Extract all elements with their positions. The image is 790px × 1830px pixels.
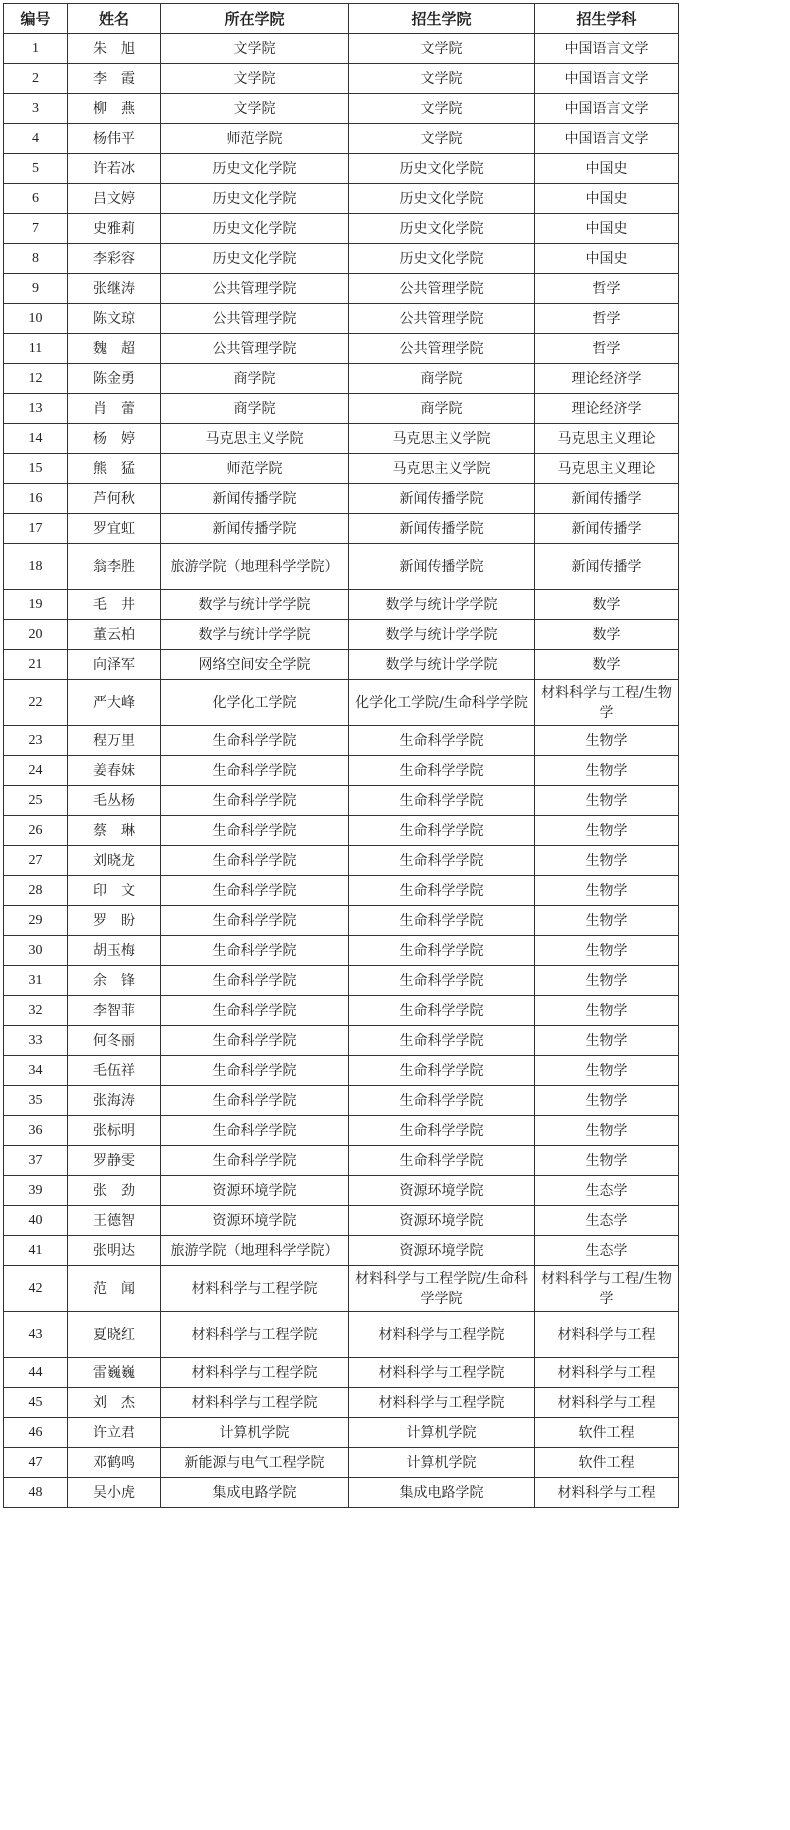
cell-number: 19 [4,590,68,620]
cell-current-college: 生命科学学院 [161,906,349,936]
cell-name: 邓鹤鸣 [68,1448,161,1478]
cell-name: 毛丛杨 [68,786,161,816]
table-row [4,1448,679,1478]
cell-name: 印 文 [68,876,161,906]
cell-number: 7 [4,214,68,244]
cell-number: 47 [4,1448,68,1478]
cell-number: 48 [4,1478,68,1508]
cell-name: 程万里 [68,726,161,756]
cell-current-college: 材料科学与工程学院 [161,1388,349,1418]
cell-admission-college: 材料科学与工程学院 [349,1312,535,1358]
cell-current-college: 商学院 [161,364,349,394]
table-row [4,394,679,424]
cell-number: 6 [4,184,68,214]
cell-number: 14 [4,424,68,454]
cell-admission-discipline: 生态学 [535,1176,679,1206]
cell-number: 34 [4,1056,68,1086]
cell-name: 张海涛 [68,1086,161,1116]
cell-name: 许若冰 [68,154,161,184]
table-row [4,1026,679,1056]
cell-current-college: 历史文化学院 [161,154,349,184]
cell-admission-discipline: 中国语言文学 [535,34,679,64]
cell-name: 范 闻 [68,1266,161,1312]
cell-current-college: 资源环境学院 [161,1206,349,1236]
table-row [4,454,679,484]
cell-admission-college: 生命科学学院 [349,786,535,816]
cell-number: 22 [4,680,68,726]
cell-current-college: 集成电路学院 [161,1478,349,1508]
cell-current-college: 文学院 [161,94,349,124]
cell-current-college: 历史文化学院 [161,214,349,244]
cell-admission-college: 生命科学学院 [349,996,535,1026]
cell-admission-discipline: 生物学 [535,1086,679,1116]
table-row [4,816,679,846]
cell-admission-discipline: 马克思主义理论 [535,424,679,454]
cell-admission-discipline: 数学 [535,650,679,680]
cell-name: 翁李胜 [68,544,161,590]
table-row [4,756,679,786]
staff-table [3,3,679,1508]
cell-admission-college: 历史文化学院 [349,214,535,244]
cell-current-college: 计算机学院 [161,1418,349,1448]
cell-number: 35 [4,1086,68,1116]
cell-admission-discipline: 材料科学与工程 [535,1358,679,1388]
cell-admission-discipline: 生物学 [535,996,679,1026]
cell-current-college: 生命科学学院 [161,966,349,996]
cell-number: 1 [4,34,68,64]
table-row [4,214,679,244]
cell-number: 18 [4,544,68,590]
cell-current-college: 文学院 [161,34,349,64]
header-admission-college: 招生学院 [349,4,535,34]
cell-admission-discipline: 生物学 [535,846,679,876]
cell-number: 32 [4,996,68,1026]
cell-admission-discipline: 哲学 [535,304,679,334]
cell-admission-discipline: 哲学 [535,274,679,304]
cell-admission-discipline: 中国史 [535,214,679,244]
cell-name: 张继涛 [68,274,161,304]
cell-current-college: 生命科学学院 [161,876,349,906]
cell-number: 11 [4,334,68,364]
cell-name: 严大峰 [68,680,161,726]
cell-current-college: 历史文化学院 [161,184,349,214]
cell-admission-college: 生命科学学院 [349,816,535,846]
table-row [4,1418,679,1448]
cell-current-college: 公共管理学院 [161,274,349,304]
table-row [4,996,679,1026]
cell-current-college: 材料科学与工程学院 [161,1358,349,1388]
cell-admission-college: 生命科学学院 [349,1146,535,1176]
cell-name: 毛伍祥 [68,1056,161,1086]
cell-admission-discipline: 数学 [535,590,679,620]
cell-number: 29 [4,906,68,936]
cell-admission-college: 生命科学学院 [349,1056,535,1086]
cell-admission-college: 公共管理学院 [349,304,535,334]
cell-current-college: 生命科学学院 [161,996,349,1026]
cell-admission-discipline: 新闻传播学 [535,544,679,590]
cell-admission-college: 新闻传播学院 [349,544,535,590]
cell-admission-college: 新闻传播学院 [349,514,535,544]
cell-name: 李智菲 [68,996,161,1026]
cell-name: 夏晓红 [68,1312,161,1358]
cell-current-college: 旅游学院（地理科学学院） [161,544,349,590]
table-row [4,1358,679,1388]
cell-number: 33 [4,1026,68,1056]
table-row [4,590,679,620]
cell-number: 3 [4,94,68,124]
cell-number: 46 [4,1418,68,1448]
cell-current-college: 文学院 [161,64,349,94]
cell-admission-discipline: 中国史 [535,184,679,214]
table-row [4,1176,679,1206]
table-row [4,620,679,650]
cell-current-college: 生命科学学院 [161,1146,349,1176]
cell-name: 蔡 琳 [68,816,161,846]
table-row [4,1388,679,1418]
header-admission-discipline: 招生学科 [535,4,679,34]
cell-name: 王德智 [68,1206,161,1236]
cell-name: 陈金勇 [68,364,161,394]
table-row [4,1056,679,1086]
table-row [4,1266,679,1312]
document-page [3,3,678,1508]
cell-number: 16 [4,484,68,514]
cell-current-college: 生命科学学院 [161,726,349,756]
cell-name: 何冬丽 [68,1026,161,1056]
cell-current-college: 师范学院 [161,454,349,484]
cell-current-college: 生命科学学院 [161,846,349,876]
cell-name: 胡玉梅 [68,936,161,966]
cell-number: 30 [4,936,68,966]
cell-number: 39 [4,1176,68,1206]
cell-admission-college: 数学与统计学学院 [349,650,535,680]
cell-admission-college: 历史文化学院 [349,154,535,184]
cell-number: 15 [4,454,68,484]
cell-admission-discipline: 生物学 [535,936,679,966]
cell-current-college: 生命科学学院 [161,1056,349,1086]
cell-name: 刘晓龙 [68,846,161,876]
table-row [4,124,679,154]
cell-admission-discipline: 中国语言文学 [535,124,679,154]
table-row [4,1086,679,1116]
cell-admission-college: 商学院 [349,394,535,424]
cell-admission-discipline: 生物学 [535,726,679,756]
cell-name: 朱 旭 [68,34,161,64]
table-row [4,154,679,184]
table-row [4,786,679,816]
table-row [4,680,679,726]
cell-number: 8 [4,244,68,274]
cell-name: 罗宜虹 [68,514,161,544]
cell-admission-college: 生命科学学院 [349,846,535,876]
cell-number: 5 [4,154,68,184]
cell-current-college: 商学院 [161,394,349,424]
cell-current-college: 生命科学学院 [161,1116,349,1146]
cell-admission-college: 计算机学院 [349,1418,535,1448]
cell-admission-college: 生命科学学院 [349,1026,535,1056]
cell-number: 10 [4,304,68,334]
cell-number: 2 [4,64,68,94]
cell-admission-discipline: 材料科学与工程 [535,1388,679,1418]
cell-number: 20 [4,620,68,650]
table-row [4,650,679,680]
table-row [4,184,679,214]
cell-admission-college: 材料科学与工程学院 [349,1358,535,1388]
cell-current-college: 新闻传播学院 [161,514,349,544]
cell-name: 张明达 [68,1236,161,1266]
table-row [4,726,679,756]
table-row [4,906,679,936]
cell-number: 40 [4,1206,68,1236]
cell-admission-discipline: 生物学 [535,1056,679,1086]
cell-admission-college: 数学与统计学学院 [349,590,535,620]
cell-number: 44 [4,1358,68,1388]
header-name: 姓名 [68,4,161,34]
cell-name: 吕文婷 [68,184,161,214]
cell-name: 向泽军 [68,650,161,680]
cell-admission-college: 材料科学与工程学院/生命科学学院 [349,1266,535,1312]
cell-name: 肖 蕾 [68,394,161,424]
cell-admission-discipline: 生物学 [535,1116,679,1146]
cell-current-college: 生命科学学院 [161,1026,349,1056]
cell-current-college: 数学与统计学学院 [161,620,349,650]
cell-admission-college: 生命科学学院 [349,966,535,996]
cell-number: 9 [4,274,68,304]
cell-name: 杨伟平 [68,124,161,154]
cell-current-college: 材料科学与工程学院 [161,1312,349,1358]
cell-name: 姜春妹 [68,756,161,786]
cell-admission-college: 文学院 [349,64,535,94]
table-row [4,1206,679,1236]
table-row [4,484,679,514]
cell-number: 4 [4,124,68,154]
cell-admission-college: 历史文化学院 [349,244,535,274]
cell-current-college: 材料科学与工程学院 [161,1266,349,1312]
cell-admission-discipline: 中国史 [535,244,679,274]
cell-number: 24 [4,756,68,786]
cell-admission-college: 集成电路学院 [349,1478,535,1508]
cell-name: 史雅莉 [68,214,161,244]
cell-name: 罗 盼 [68,906,161,936]
cell-admission-college: 资源环境学院 [349,1236,535,1266]
cell-admission-discipline: 生态学 [535,1236,679,1266]
cell-current-college: 生命科学学院 [161,936,349,966]
table-header-row [4,4,679,34]
cell-name: 魏 超 [68,334,161,364]
table-row [4,94,679,124]
cell-admission-college: 生命科学学院 [349,876,535,906]
cell-admission-college: 文学院 [349,34,535,64]
cell-admission-college: 马克思主义学院 [349,454,535,484]
cell-admission-college: 商学院 [349,364,535,394]
cell-name: 刘 杰 [68,1388,161,1418]
cell-admission-college: 生命科学学院 [349,1086,535,1116]
cell-name: 熊 猛 [68,454,161,484]
table-row [4,966,679,996]
cell-name: 李彩容 [68,244,161,274]
cell-admission-discipline: 软件工程 [535,1418,679,1448]
cell-current-college: 新能源与电气工程学院 [161,1448,349,1478]
cell-number: 26 [4,816,68,846]
cell-name: 芦何秋 [68,484,161,514]
cell-current-college: 马克思主义学院 [161,424,349,454]
cell-admission-college: 材料科学与工程学院 [349,1388,535,1418]
cell-name: 毛 井 [68,590,161,620]
cell-admission-college: 历史文化学院 [349,184,535,214]
table-row [4,424,679,454]
table-row [4,1146,679,1176]
table-row [4,244,679,274]
cell-admission-discipline: 中国史 [535,154,679,184]
cell-admission-discipline: 材料科学与工程 [535,1312,679,1358]
cell-number: 37 [4,1146,68,1176]
cell-admission-college: 计算机学院 [349,1448,535,1478]
cell-admission-discipline: 材料科学与工程/生物学 [535,680,679,726]
cell-number: 28 [4,876,68,906]
table-row [4,1478,679,1508]
cell-name: 余 锋 [68,966,161,996]
cell-admission-discipline: 新闻传播学 [535,484,679,514]
cell-admission-discipline: 材料科学与工程/生物学 [535,1266,679,1312]
cell-current-college: 新闻传播学院 [161,484,349,514]
cell-admission-discipline: 生物学 [535,816,679,846]
cell-admission-discipline: 马克思主义理论 [535,454,679,484]
cell-admission-college: 公共管理学院 [349,274,535,304]
cell-current-college: 网络空间安全学院 [161,650,349,680]
cell-admission-discipline: 生物学 [535,876,679,906]
cell-current-college: 师范学院 [161,124,349,154]
cell-number: 12 [4,364,68,394]
cell-current-college: 生命科学学院 [161,816,349,846]
cell-admission-discipline: 生物学 [535,966,679,996]
cell-admission-college: 文学院 [349,94,535,124]
cell-current-college: 生命科学学院 [161,786,349,816]
cell-admission-college: 资源环境学院 [349,1176,535,1206]
table-row [4,34,679,64]
table-row [4,1312,679,1358]
cell-admission-college: 生命科学学院 [349,1116,535,1146]
table-row [4,274,679,304]
cell-name: 张 劲 [68,1176,161,1206]
cell-name: 雷巍巍 [68,1358,161,1388]
cell-admission-discipline: 生物学 [535,906,679,936]
cell-current-college: 化学化工学院 [161,680,349,726]
cell-current-college: 旅游学院（地理科学学院） [161,1236,349,1266]
cell-name: 张标明 [68,1116,161,1146]
cell-number: 36 [4,1116,68,1146]
header-current-college: 所在学院 [161,4,349,34]
cell-current-college: 公共管理学院 [161,334,349,364]
cell-admission-college: 马克思主义学院 [349,424,535,454]
cell-admission-discipline: 哲学 [535,334,679,364]
table-row [4,364,679,394]
table-row [4,64,679,94]
cell-number: 13 [4,394,68,424]
cell-admission-college: 数学与统计学学院 [349,620,535,650]
cell-number: 21 [4,650,68,680]
cell-admission-discipline: 生物学 [535,1146,679,1176]
cell-admission-discipline: 材料科学与工程 [535,1478,679,1508]
cell-admission-discipline: 新闻传播学 [535,514,679,544]
cell-name: 许立君 [68,1418,161,1448]
cell-name: 罗静雯 [68,1146,161,1176]
cell-name: 李 霞 [68,64,161,94]
cell-admission-college: 新闻传播学院 [349,484,535,514]
cell-admission-discipline: 软件工程 [535,1448,679,1478]
cell-number: 42 [4,1266,68,1312]
cell-admission-discipline: 生态学 [535,1206,679,1236]
table-row [4,544,679,590]
cell-admission-discipline: 中国语言文学 [535,64,679,94]
cell-admission-discipline: 数学 [535,620,679,650]
cell-number: 41 [4,1236,68,1266]
cell-name: 吴小虎 [68,1478,161,1508]
table-row [4,304,679,334]
cell-current-college: 资源环境学院 [161,1176,349,1206]
cell-admission-college: 生命科学学院 [349,756,535,786]
cell-current-college: 数学与统计学学院 [161,590,349,620]
table-row [4,1236,679,1266]
cell-admission-discipline: 生物学 [535,786,679,816]
cell-admission-college: 化学化工学院/生命科学学院 [349,680,535,726]
cell-admission-college: 文学院 [349,124,535,154]
cell-admission-college: 生命科学学院 [349,906,535,936]
table-row [4,936,679,966]
cell-admission-discipline: 中国语言文学 [535,94,679,124]
cell-number: 31 [4,966,68,996]
cell-name: 董云柏 [68,620,161,650]
table-row [4,514,679,544]
cell-number: 23 [4,726,68,756]
cell-admission-discipline: 生物学 [535,756,679,786]
cell-current-college: 生命科学学院 [161,1086,349,1116]
table-row [4,876,679,906]
cell-number: 27 [4,846,68,876]
cell-admission-college: 生命科学学院 [349,936,535,966]
cell-name: 柳 燕 [68,94,161,124]
cell-admission-discipline: 理论经济学 [535,364,679,394]
table-row [4,846,679,876]
cell-admission-college: 公共管理学院 [349,334,535,364]
cell-current-college: 生命科学学院 [161,756,349,786]
cell-admission-college: 资源环境学院 [349,1206,535,1236]
cell-name: 陈文琼 [68,304,161,334]
cell-admission-discipline: 理论经济学 [535,394,679,424]
cell-admission-discipline: 生物学 [535,1026,679,1056]
header-number: 编号 [4,4,68,34]
cell-number: 17 [4,514,68,544]
cell-number: 25 [4,786,68,816]
cell-current-college: 公共管理学院 [161,304,349,334]
cell-name: 杨 婷 [68,424,161,454]
table-row [4,334,679,364]
cell-current-college: 历史文化学院 [161,244,349,274]
cell-number: 45 [4,1388,68,1418]
table-row [4,1116,679,1146]
cell-number: 43 [4,1312,68,1358]
cell-admission-college: 生命科学学院 [349,726,535,756]
